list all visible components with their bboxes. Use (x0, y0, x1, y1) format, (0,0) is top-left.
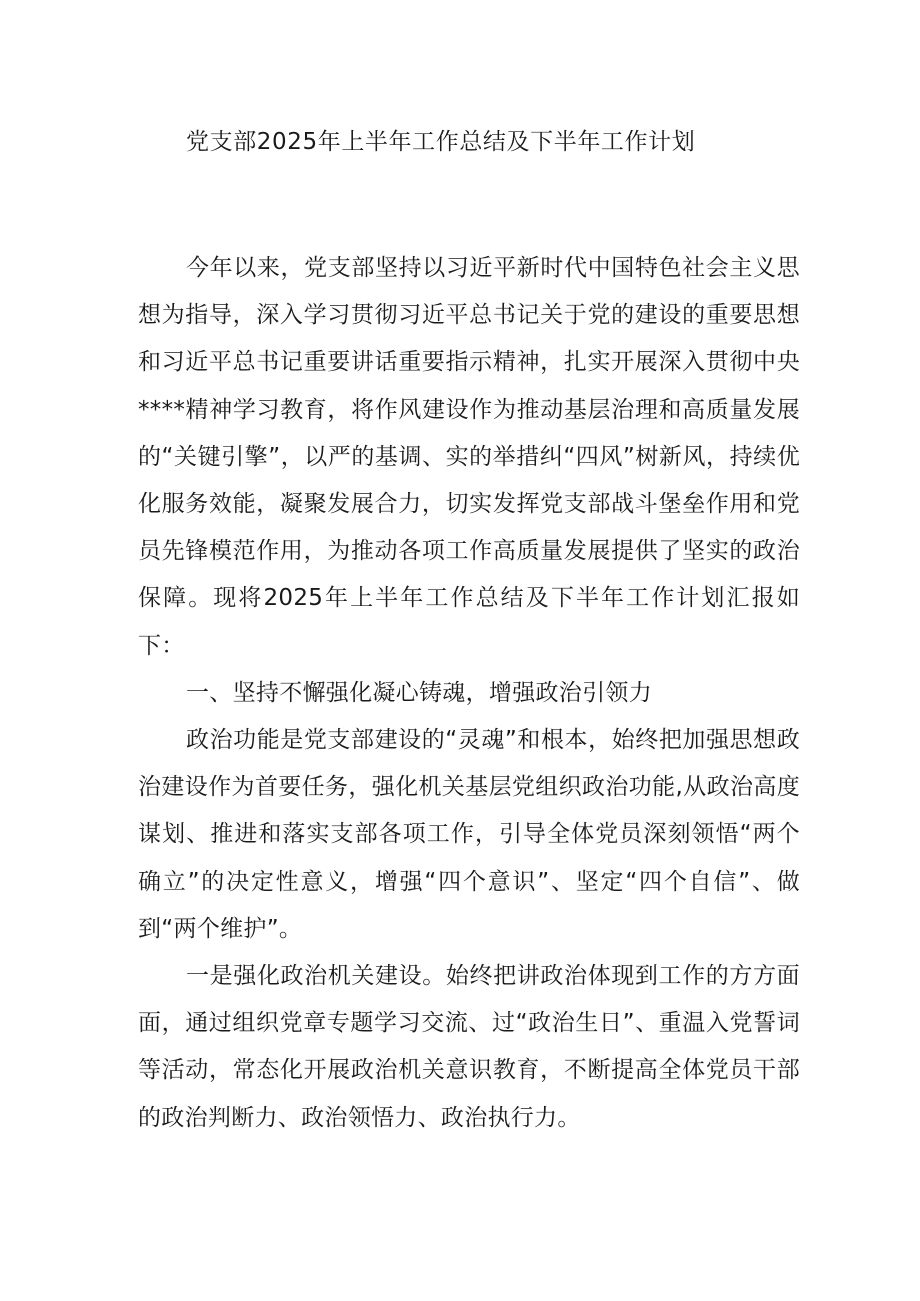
section-heading-1: 一、坚持不懈强化凝心铸魂，增强政治引领力 (186, 679, 652, 706)
document-body (138, 245, 800, 1142)
document-title: 党支部2025年上半年工作总结及下半年工作计划 (186, 129, 696, 155)
section-1-item-1-paragraph: 一是强化政治机关建设。始终把讲政治体现到工作的方方面面，通过组织党章专题学习交流、过“政治生日”、重温入党誓词等活动，常态化开展政治机关意识教育，不断提高全体党员干部的政治判断力、政治领悟力、政治执行力。 (138, 963, 800, 1131)
section-1-paragraph: 政治功能是党支部建设的“灵魂”和根本，始终把加强思想政治建设作为首要任务，强化机关基层党组织政治功能,从政治高度谋划、推进和落实支部各项工作，引导全体党员深刻领悟“两个确立”的决定性意义，增强“四个意识”、坚定“四个自信”、做到“两个维护”。 (138, 727, 800, 942)
intro-paragraph: 今年以来，党支部坚持以习近平新时代中国特色社会主义思想为指导，深入学习贯彻习近平总书记关于党的建设的重要思想和习近平总书记重要讲话重要指示精神，扎实开展深入贯彻中央****精神学习教育，将作风建设作为推动基层治理和高质量发展的“关键引擎”，以严的基调、实的举措纠“四风”树新风，持续优化服务效能，凝聚发展合力，切实发挥党支部战斗堡垒作用和党员先锋模范作用，为推动各项工作高质量发展提供了坚实的政治保障。现将2025年上半年工作总结及下半年工作计划汇报如下： (138, 255, 800, 659)
